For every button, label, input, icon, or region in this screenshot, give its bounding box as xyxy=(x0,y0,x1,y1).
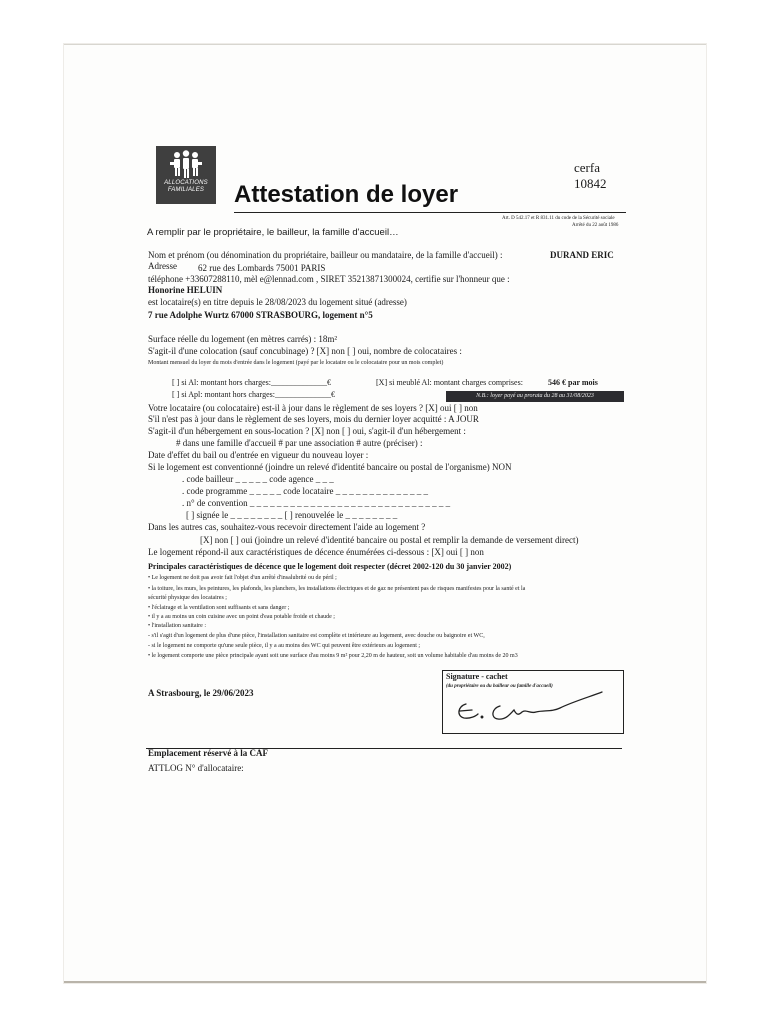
caf-section-title: Emplacement réservé à la CAF xyxy=(148,748,268,758)
apl-amount-line: [ ] si Apl: montant hors charges:______________€ xyxy=(172,390,335,399)
criteria-item: • il y a au moins un coin cuisine avec un point d'eau potable froide et chaude ; xyxy=(148,614,335,620)
contact-line: téléphone +33607288110, mèl e@lennad.com , SIRET 35213871300024, certifie sur l'honneur que : xyxy=(148,274,510,284)
other-cases-line: Dans les autres cas, souhaitez-vous recevoir directement l'aide au logement ? xyxy=(148,522,426,532)
furnished-al-line: [X] si meublé Al: montant charges comprises: xyxy=(376,378,523,387)
monthly-rent-note: Montant mensuel du loyer du mois d'entrée dans le logement (payé par le locataire ou le colocataire pour un mois complet) xyxy=(148,360,444,366)
dwelling-address: 7 rue Adolphe Wurtz 67000 STRASBOURG, logement n°5 xyxy=(148,310,373,320)
signature-box-title: Signature - cachet xyxy=(446,672,508,681)
code-programme-line: . code programme _ _ _ _ _ code locataire _ _ _ _ _ _ _ _ _ _ _ _ _ _ xyxy=(182,486,428,496)
prorata-note-banner: N.B.: loyer payé au prorata du 28 au 31/08/2023 xyxy=(446,391,624,402)
criteria-item: - s'il s'agit d'un logement de plus d'une pièce, l'installation sanitaire est complète et intérieure au logement, avec douche ou baignoire et WC, xyxy=(148,633,485,639)
criteria-item: sécurité physique des locataires ; xyxy=(148,595,227,601)
family-pictogram-icon xyxy=(167,150,205,180)
criteria-item: • le logement comporte une pièce principale ayant soit une surface d'au moins 9 m² pour 2,20 m de hauteur, soit un volume habitable d'au moins de 20 m3 xyxy=(148,653,518,659)
attlog-label: ATTLOG N° d'allocataire: xyxy=(148,763,244,773)
tenant-since: est locataire(s) en titre depuis le 28/08/2023 du logement situé (adresse) xyxy=(148,297,407,307)
handwritten-signature xyxy=(452,688,612,728)
owner-name-label: Nom et prénom (ou dénomination du propriétaire, bailleur ou mandataire, de la famille d'accueil) : xyxy=(148,250,503,260)
title-underline xyxy=(234,212,626,213)
effect-date-line: Date d'effet du bail ou d'entrée en vigueur du nouveau loyer : xyxy=(148,450,369,460)
logo-text-line2: FAMILIALES xyxy=(167,187,205,193)
rent-up-to-date: Votre locataire (ou colocataire) est-il à jour dans le règlement de ses loyers ? [X] oui [ ] non xyxy=(148,403,478,413)
furnished-al-amount: 546 € par mois xyxy=(548,378,598,387)
owner-name-value: DURAND ERIC xyxy=(550,250,614,260)
decency-question: Le logement répond-il aux caractéristiques de décence énumérées ci-dessous : [X] oui [ ] non xyxy=(148,547,484,557)
criteria-item: • la toiture, les murs, les peintures, les plafonds, les planchers, les installations électriques et de gaz ne présentent pas de risques manifestes pour la santé et la xyxy=(148,586,526,592)
legal-reference-2: Arrêté du 22 août 1986 xyxy=(572,223,619,228)
logo-text-line1: ALLOCATIONS xyxy=(164,180,208,186)
cerfa-number: 10842 xyxy=(574,176,607,191)
address-label: Adresse xyxy=(148,261,177,271)
direct-payment-options: [X] non [ ] oui (joindre un relevé d'identité bancaire ou postal et remplir la demande de versement direct) xyxy=(200,535,579,545)
intro-text: A remplir par le propriétaire, le bailleur, la famille d'accueil… xyxy=(147,227,399,238)
colocation-line: S'agit-il d'une colocation (sauf concubinage) ? [X] non [ ] oui, nombre de colocataires : xyxy=(148,346,462,356)
conventionne-line: Si le logement est conventionné (joindre un relevé d'identité bancaire ou postal de l'organisme) NON xyxy=(148,462,512,472)
surface-line: Surface réelle du logement (en mètres carrés) : 18m² xyxy=(148,334,338,344)
criteria-item: - si le logement ne comporte qu'une seule pièce, il y a au moins des WC qui peuvent être extérieurs au logement ; xyxy=(148,643,421,649)
caf-logo xyxy=(156,146,216,204)
last-rent-paid: S'il n'est pas à jour dans le règlement de ses loyers, mois du dernier loyer acquitté : A JOUR xyxy=(148,414,479,424)
criteria-item: • l'éclairage et la ventilation sont suffisants et sans danger ; xyxy=(148,605,290,611)
criteria-item: • l'installation sanitaire : xyxy=(148,623,207,629)
code-bailleur-line: . code bailleur _ _ _ _ _ code agence _ _ _ xyxy=(182,474,334,484)
place-date: A Strasbourg, le 29/06/2023 xyxy=(148,688,254,698)
tenant-name: Honorine HELUIN xyxy=(148,285,223,295)
address-value: 62 rue des Lombards 75001 PARIS xyxy=(198,263,326,273)
signature-box-subtitle: (du propriétaire ou du bailleur ou famille d'accueil) xyxy=(446,684,553,689)
page-title: Attestation de loyer xyxy=(234,181,459,208)
convention-number-line: . n° de convention _ _ _ _ _ _ _ _ _ _ _ _ _ _ _ _ _ _ _ _ _ _ _ _ _ _ _ _ _ _ xyxy=(182,498,451,508)
cerfa-label: cerfa xyxy=(574,160,600,175)
sublet-line: S'agit-il d'un hébergement en sous-location ? [X] non [ ] oui, s'agit-il d'un hébergement : xyxy=(148,426,466,436)
sublet-options: # dans une famille d'accueil # par une association # autre (préciser) : xyxy=(176,438,423,448)
signed-renewed-line: [ ] signée le _ _ _ _ _ _ _ _ [ ] renouvelée le _ _ _ _ _ _ _ _ xyxy=(186,510,398,520)
criteria-title: Principales caractéristiques de décence que le logement doit respecter (décret 2002-120 du 30 janvier 2002) xyxy=(148,562,512,571)
legal-reference-1: Art. D 542.17 et R 831.11 du code de la Sécurité sociale xyxy=(502,216,615,221)
al-amount-line: [ ] si Al: montant hors charges:______________€ xyxy=(172,378,331,387)
criteria-item: • Le logement ne doit pas avoir fait l'objet d'un arrêté d'insalubrité ou de péril ; xyxy=(148,575,337,581)
